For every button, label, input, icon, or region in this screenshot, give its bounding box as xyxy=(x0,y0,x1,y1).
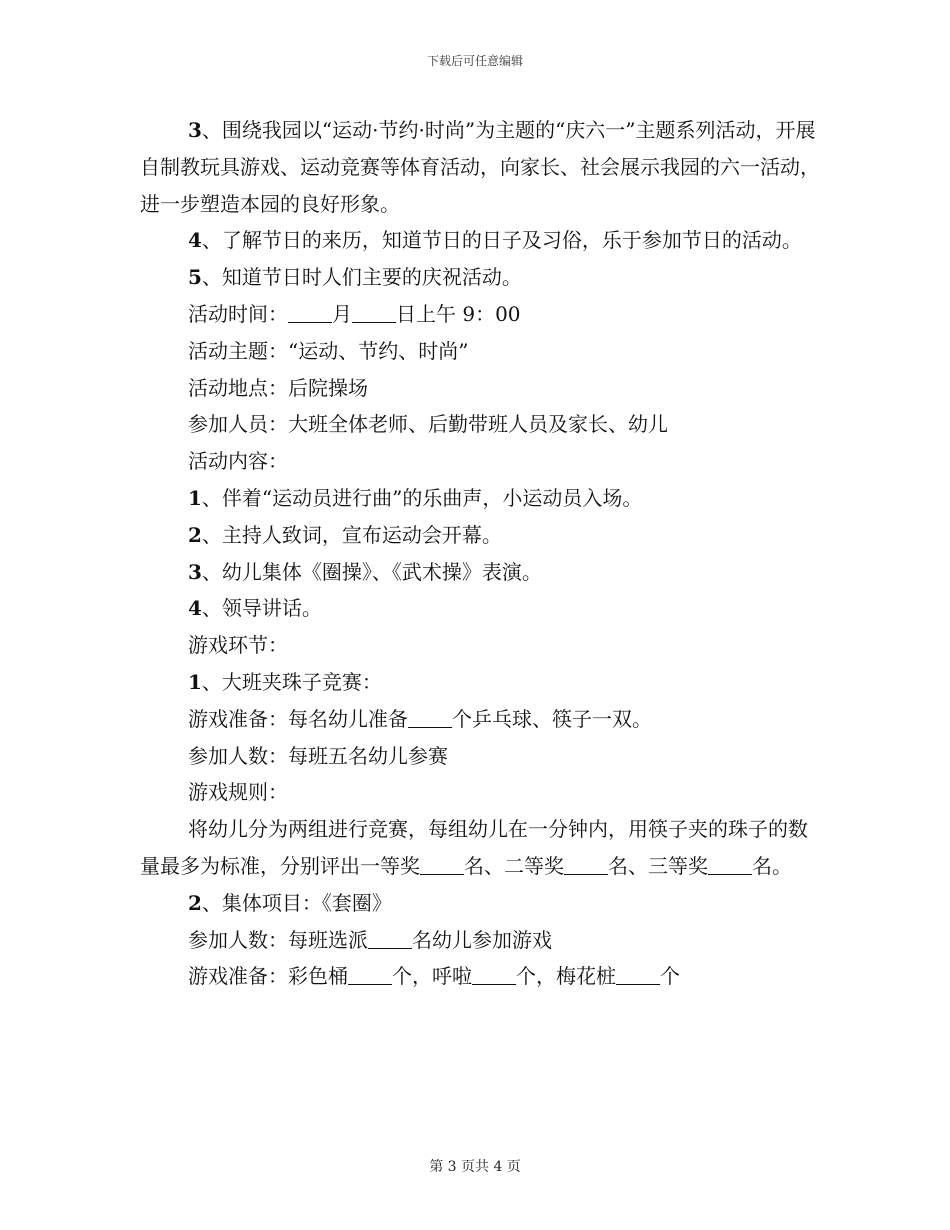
blank-line xyxy=(352,302,396,323)
game1-count: 参加人数：每班五名幼儿参赛 xyxy=(188,743,448,768)
game2-prep-text: 个，梅花桩 xyxy=(516,964,616,989)
blank-line xyxy=(288,302,332,323)
game1-rules-text: 名、二等奖 xyxy=(464,853,564,878)
activity-content-label: 活动内容： xyxy=(188,449,288,474)
item-number: 3 xyxy=(188,118,202,142)
game1-prep xyxy=(140,701,820,738)
content-item xyxy=(140,554,820,591)
time-rest: 日上午 9：00 xyxy=(396,301,521,326)
game1-rules-text: 名。 xyxy=(752,853,792,878)
item-text: 、伴着“运动员进行曲”的乐曲声，小运动员入场。 xyxy=(201,485,643,510)
item-text: 、领导讲话。 xyxy=(201,596,322,621)
game2-title xyxy=(140,885,820,922)
item-number: 4 xyxy=(188,228,202,253)
game2-prep-text: 个，呼啦 xyxy=(392,964,472,989)
blank-line xyxy=(708,854,752,875)
paragraph-goal-5 xyxy=(140,259,820,296)
item-text: 、主持人致词，宣布运动会开幕。 xyxy=(201,522,502,547)
item-number: 1 xyxy=(188,669,202,694)
game2-count-text: 名幼儿参加游戏 xyxy=(412,927,552,952)
game1-rules xyxy=(140,811,820,885)
game2-prep xyxy=(140,958,820,995)
game2-prep-text: 游戏准备：彩色桶 xyxy=(188,964,348,989)
game1-title xyxy=(140,664,820,701)
game-section-label: 游戏环节： xyxy=(188,633,288,658)
blank-line xyxy=(408,707,452,728)
content-item xyxy=(140,590,820,627)
document-body xyxy=(140,112,820,995)
game2-prep-text: 个 xyxy=(660,964,680,989)
paragraph-goal-4 xyxy=(140,222,820,259)
content-item xyxy=(140,517,820,554)
item-number: 4 xyxy=(188,596,202,621)
item-number: 2 xyxy=(188,522,202,547)
paragraph-text: 、知道节日时人们主要的庆祝活动。 xyxy=(201,265,522,290)
game1-prep-text: 个乒乓球、筷子一双。 xyxy=(452,706,652,731)
item-number: 5 xyxy=(188,265,202,290)
page-footer: 第 3 页共 4 页 xyxy=(429,1159,521,1175)
blank-line xyxy=(368,928,412,949)
activity-participants: 参加人员：大班全体老师、后勤带班人员及家长、幼儿 xyxy=(188,412,668,437)
time-label: 活动时间： xyxy=(188,301,288,326)
blank-line xyxy=(564,854,608,875)
blank-line xyxy=(348,964,392,985)
activity-theme: 活动主题：“运动、节约、时尚” xyxy=(188,338,469,363)
game1-rules-text: 将幼儿分为两组进行竞赛，每组幼儿在一分钟内，用筷子夹的珠子的数量最多为标准，分别评出一等奖 xyxy=(140,817,808,878)
blank-line xyxy=(472,964,516,985)
time-month: 月 xyxy=(332,301,352,326)
item-text: 、幼儿集体《圈操》、《武术操》表演。 xyxy=(201,559,542,584)
game1-rules-text: 名、三等奖 xyxy=(608,853,708,878)
game1-rules-label: 游戏规则： xyxy=(188,780,288,805)
content-item xyxy=(140,480,820,517)
blank-line xyxy=(616,964,660,985)
game2-title-text: 、集体项目：《套圈》 xyxy=(201,890,392,915)
paragraph-text: 、了解节日的来历，知道节日的日子及习俗，乐于参加节日的活动。 xyxy=(201,228,802,253)
activity-time xyxy=(140,296,820,333)
paragraph-text: 、围绕我园以“运动·节约·时尚”为主题的“庆六一”主题系列活动，开展自制教玩具游戏、运动竞赛等体育活动，向家长、社会展示我园的六一活动，进一步塑造本园的良好形象。 xyxy=(140,118,820,216)
blank-line xyxy=(420,854,464,875)
item-number: 2 xyxy=(188,890,202,915)
item-number: 1 xyxy=(188,485,202,510)
paragraph-goal-3 xyxy=(140,112,820,222)
activity-location: 活动地点：后院操场 xyxy=(188,375,368,400)
game2-count-text: 参加人数：每班选派 xyxy=(188,927,368,952)
item-number: 3 xyxy=(188,559,202,584)
game1-title-text: 、大班夹珠子竞赛： xyxy=(201,669,382,694)
game2-count xyxy=(140,922,820,959)
page-header: 下载后可任意编辑 xyxy=(426,54,523,68)
game1-prep-text: 游戏准备：每名幼儿准备 xyxy=(188,706,408,731)
